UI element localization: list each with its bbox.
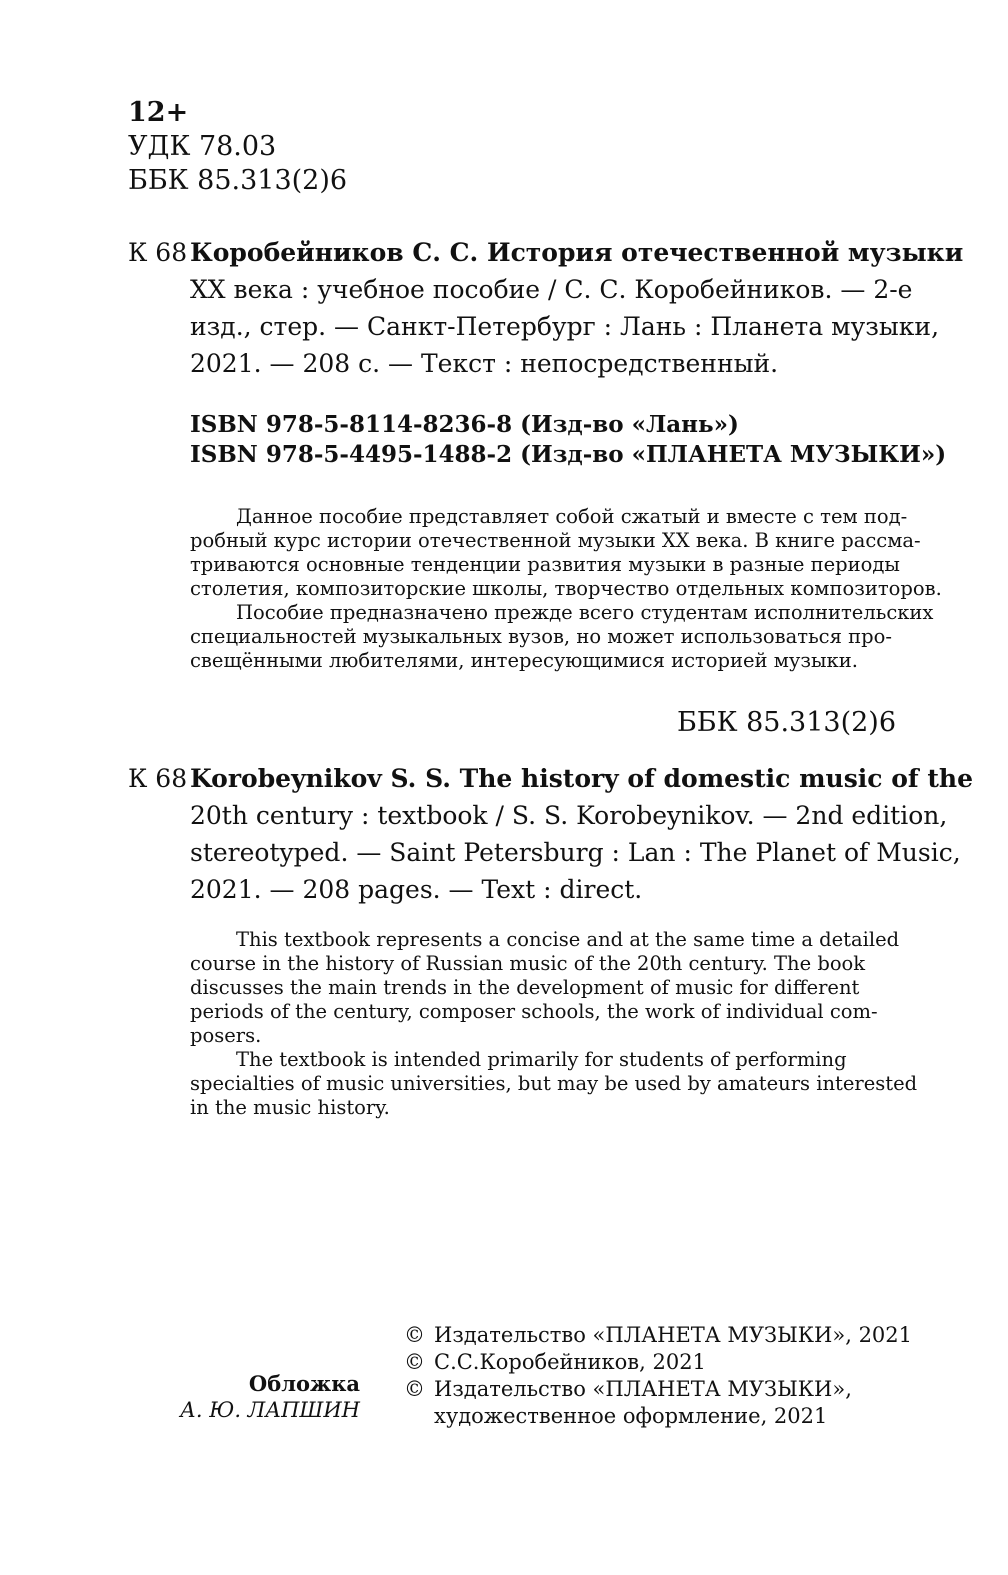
cover-artist-name: А. Ю. ЛАПШИН — [180, 1398, 360, 1422]
copyright-icon: © — [404, 1323, 425, 1347]
en-abstract-line: This textbook represents a concise and at the same time a detailed — [236, 928, 900, 951]
copyright-text: художественное оформление, 2021 — [434, 1404, 828, 1428]
en-author-mark: К 68 — [128, 764, 188, 793]
en-abstract-p2 — [190, 1048, 918, 1120]
ru-author-mark: К 68 — [128, 238, 188, 267]
en-bibliographic-entry — [128, 760, 973, 908]
copyright-notices — [404, 1322, 912, 1430]
copyright-icon: © — [404, 1377, 425, 1401]
udk-code: УДК 78.03 — [128, 131, 277, 162]
ru-abstract-line: специальностей музыкальных вузов, но может использоваться про- — [190, 625, 892, 648]
en-abstract-p1 — [190, 928, 900, 1048]
en-entry-line-3: stereotyped. — Saint Petersburg : Lan : The Planet of Music, — [190, 838, 961, 867]
copyright-row — [404, 1376, 912, 1430]
ru-abstract-line: робный курс истории отечественной музыки XX века. В книге рассма- — [190, 529, 921, 552]
cover-label: Обложка — [248, 1371, 360, 1396]
en-abstract — [190, 928, 918, 1120]
en-abstract-line: posers. — [190, 1024, 262, 1047]
en-abstract-line: periods of the century, composer schools, the work of individual com- — [190, 1000, 878, 1023]
ru-abstract-line: Пособие предназначено прежде всего студентам исполнительских — [236, 601, 934, 624]
en-entry-line-1: Korobeynikov S. S. The history of domestic music of the — [190, 764, 973, 793]
ru-abstract — [190, 505, 942, 673]
age-rating: 12+ — [128, 97, 189, 128]
bbk-code-right: ББК 85.313(2)6 — [676, 707, 896, 738]
en-abstract-line: specialties of music universities, but may be used by amateurs interested — [190, 1072, 918, 1095]
ru-bibliographic-entry — [128, 234, 964, 382]
ru-abstract-p2 — [190, 601, 934, 673]
copyright-row — [404, 1322, 912, 1349]
en-abstract-line: in the music history. — [190, 1096, 390, 1119]
copyright-text: Издательство «ПЛАНЕТА МУЗЫКИ», — [434, 1377, 852, 1401]
ru-entry-line-1: Коробейников С. С. История отечественной музыки — [190, 238, 964, 267]
ru-abstract-line: триваются основные тенденции развития музыки в разные периоды — [190, 553, 900, 576]
en-entry-line-4: 2021. — 208 pages. — Text : direct. — [190, 875, 643, 904]
en-entry-line-2: 20th century : textbook / S. S. Korobeynikov. — 2nd edition, — [190, 801, 948, 830]
copyright-text: С.С.Коробейников, 2021 — [434, 1350, 706, 1374]
ru-entry-line-2: XX века : учебное пособие / С. С. Коробейников. — 2-е — [190, 275, 913, 304]
ru-entry-line-3: изд., стер. — Санкт-Петербург : Лань : Планета музыки, — [190, 312, 940, 341]
ru-abstract-line: Данное пособие представляет собой сжатый и вместе с тем под- — [236, 505, 908, 528]
classification-header — [128, 96, 347, 198]
en-abstract-line: The textbook is intended primarily for students of performing — [236, 1048, 847, 1071]
ru-abstract-line: столетия, композиторские школы, творчество отдельных композиторов. — [190, 577, 942, 600]
isbn-planeta: ISBN 978-5-4495-1488-2 (Изд-во «ПЛАНЕТА МУЗЫКИ») — [190, 441, 947, 468]
bbk-code: ББК 85.313(2)6 — [128, 165, 348, 196]
isbn-block — [190, 410, 946, 470]
ru-abstract-line: свещёнными любителями, интересующимися историей музыки. — [190, 649, 858, 672]
copyright-row — [404, 1349, 912, 1376]
en-abstract-line: discusses the main trends in the development of music for different — [190, 976, 860, 999]
en-abstract-line: course in the history of Russian music of the 20th century. The book — [190, 952, 866, 975]
copyright-text: Издательство «ПЛАНЕТА МУЗЫКИ», 2021 — [434, 1323, 913, 1347]
ru-abstract-p1 — [190, 505, 942, 601]
isbn-lan: ISBN 978-5-8114-8236-8 (Изд-во «Лань») — [190, 411, 739, 438]
ru-entry-line-4: 2021. — 208 с. — Текст : непосредственный. — [190, 349, 779, 378]
cover-credit — [180, 1370, 360, 1424]
copyright-icon: © — [404, 1350, 425, 1374]
